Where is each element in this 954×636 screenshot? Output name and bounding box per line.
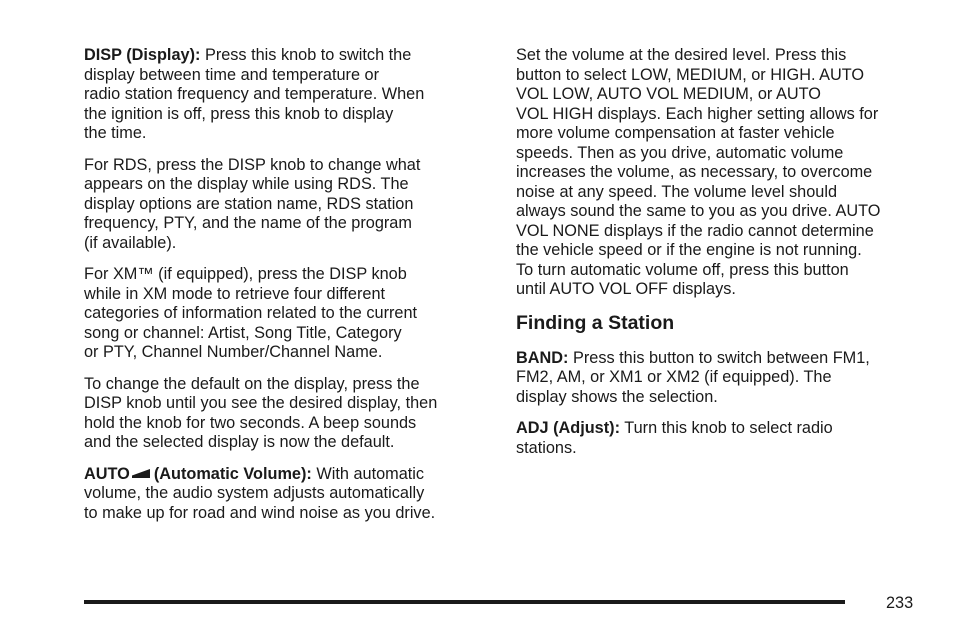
left-column <box>84 46 484 535</box>
xm-paragraph: For XM™ (if equipped), press the DISP knob while in XM mode to retrieve four different categories of information related to the current song or channel: Artist, Song Title, Category or PTY, Channel Number/Channel Name. <box>84 265 418 361</box>
auto-volume-term-suffix: (Automatic Volume): <box>153 464 312 483</box>
auto-volume-continued-paragraph: Set the volume at the desired level. Press this button to select LOW, MEDIUM, or HIGH. AUTO VOL LOW, AUTO VOL MEDIUM, or AUTO VOL HIGH displays. Each higher setting allows for more volume compensation at faster vehicle speeds. Then as you drive, automatic volume increases the volume, as necessary, to overcome noise at any speed. The volume level should always sound the same to you as you drive. AUTO VOL NONE displays if the radio cannot determine the vehicle speed or if the engine is not running. To turn automatic volume off, press this button until AUTO VOL OFF displays. <box>516 46 881 298</box>
page-number: 233 <box>886 594 914 612</box>
band-term: BAND: <box>516 348 569 367</box>
auto-volume-description: With automatic volume, the audio system adjusts automatically to make up for road and wind noise as you drive. <box>84 464 436 522</box>
auto-volume-ramp-icon <box>132 469 150 478</box>
footer-divider <box>84 600 845 604</box>
default-display-paragraph: To change the default on the display, press the DISP knob until you see the desired display, then hold the knob for two seconds. A beep sounds and the selected display is now the default. <box>84 374 438 451</box>
auto-volume-term-prefix: AUTO <box>84 464 130 483</box>
disp-paragraph <box>84 46 484 144</box>
disp-term: DISP (Display): <box>84 46 201 64</box>
rds-paragraph: For RDS, press the DISP knob to change what appears on the display while using RDS. The display options are station name, RDS station frequency, PTY, and the name of the program (if available). <box>84 155 421 252</box>
right-column <box>516 46 926 470</box>
adj-term: ADJ (Adjust): <box>516 419 621 437</box>
auto-volume-paragraph <box>84 465 484 524</box>
band-description: Press this button to switch between FM1, FM2, AM, or XM1 or XM2 (if equipped). The display shows the selection. <box>516 348 870 406</box>
section-heading: Finding a Station <box>516 311 675 334</box>
disp-description: Press this knob to switch the display between time and temperature or radio station frequency and temperature. When the ignition is off, press this knob to display the time. <box>84 46 425 142</box>
adj-paragraph <box>516 419 926 458</box>
band-paragraph <box>516 349 926 408</box>
adj-description: Turn this knob to select radio stations. <box>516 419 833 457</box>
